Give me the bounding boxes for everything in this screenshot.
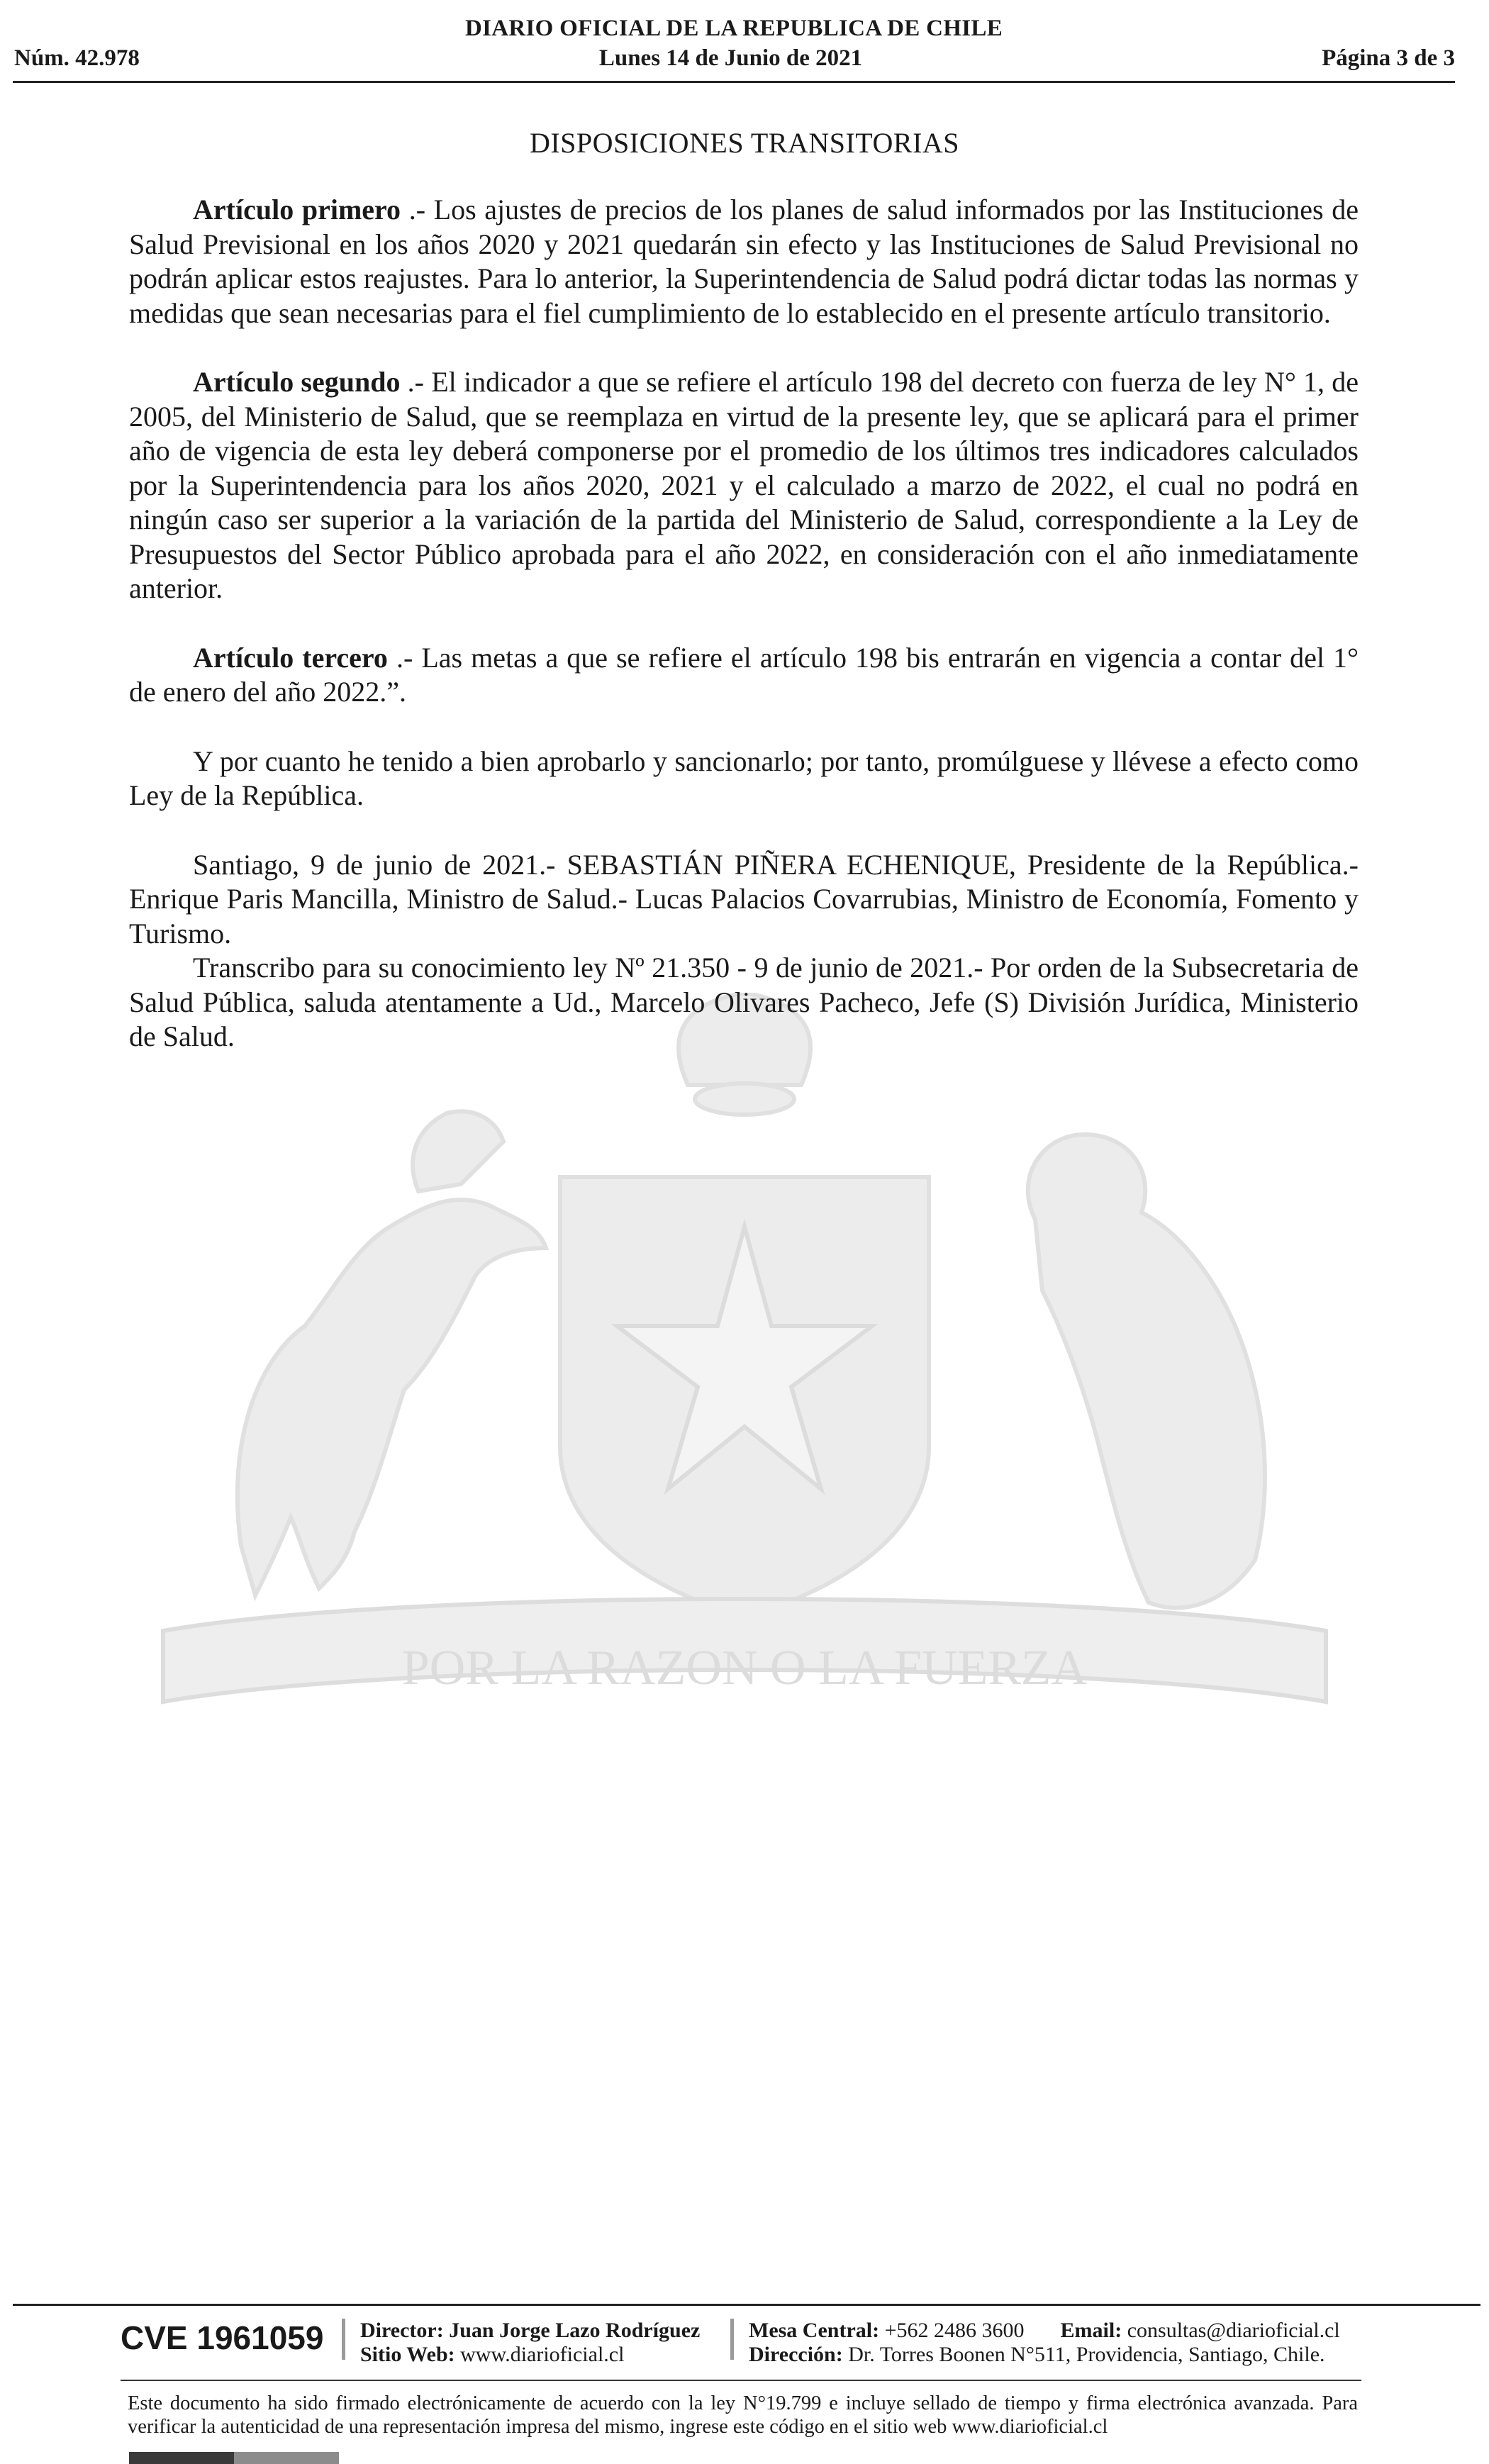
coat-of-arms-watermark [121, 993, 1368, 1730]
director-name: Juan Jorge Lazo Rodríguez [449, 2319, 701, 2342]
signatures-paragraph: Santiago, 9 de junio de 2021.- SEBASTIÁN PIÑERA ECHENIQUE, Presidente de la República.- Enrique Paris Mancilla, Ministro de Salud.- Lucas Palacios Covarrubias, Ministro de Economía, Fomento y Turismo. [129, 848, 1359, 949]
page-number: Página 3 de 3 [1322, 45, 1455, 71]
email-link[interactable]: consultas@diarioficial.cl [1127, 2319, 1340, 2342]
email-label: Email: [1060, 2319, 1122, 2342]
cve-code: CVE 1961059 [121, 2319, 324, 2356]
footer-bar-light [234, 2452, 339, 2464]
phone-label: Mesa Central: [749, 2319, 880, 2342]
header-row [14, 45, 1455, 72]
article-paragraph [129, 641, 1359, 710]
issue-date: Lunes 14 de Junio de 2021 [598, 45, 863, 71]
section-title: DISPOSICIONES TRANSITORIAS [529, 127, 960, 159]
phone-number: +562 2486 3600 [884, 2319, 1025, 2342]
footer-divider [13, 2304, 1480, 2306]
website-label: Sitio Web: [360, 2343, 455, 2366]
footer-bar-dark [129, 2452, 234, 2464]
article-text: .- Las metas a que se refiere el artículo 198 bis entrarán en vigencia a contar del 1° de enero del año 2022.”. [129, 641, 1359, 708]
footer-director-block [360, 2319, 700, 2367]
article-heading: Artículo primero [193, 194, 401, 225]
article-paragraph [129, 365, 1359, 606]
transcription-paragraph: Transcribo para su conocimiento ley Nº 21.350 - 9 de junio de 2021.- Por orden de la Subsecretaria de Salud Pública, saluda atentamente a Ud., Marcelo Olivares Pacheco, Jefe (S) División Jurídica, Ministerio de Salud. [129, 952, 1359, 1052]
director-label: Director: [360, 2319, 444, 2342]
footer-contact-block [749, 2319, 1340, 2367]
footer-separator [342, 2319, 345, 2360]
article-heading: Artículo segundo [193, 366, 401, 398]
address-label: Dirección: [749, 2343, 843, 2366]
address-value: Dr. Torres Boonen N°511, Providencia, Santiago, Chile. [848, 2343, 1325, 2366]
promulgation-paragraph: Y por cuanto he tenido a bien aprobarlo y sancionarlo; por tanto, promúlguese y llévese a efecto como Ley de la República. [129, 745, 1359, 811]
article-paragraph [129, 193, 1359, 330]
article-text: .- El indicador a que se refiere el artículo 198 del decreto con fuerza de ley N° 1, de 2005, del Ministerio de Salud, que se reemplaza en virtud de la presente ley, que se aplicará para el primer año de vigencia de esta ley deberá componerse por el promedio de los últimos tres indicadores calculados por la Superintendencia para los años 2020, 2021 y el calculado a marzo de 2022, el cual no podrá en ningún caso ser superior a la variación de la partida del Ministerio de Salud, correspondiente a la Ley de Presupuestos del Sector Público aprobada para el año 2022, en consideración con el año inmediatamente anterior. [129, 366, 1359, 604]
footer-divider-secondary [121, 2380, 1361, 2381]
article-heading: Artículo tercero [193, 641, 388, 674]
signature-notice: Este documento ha sido firmado electrónicamente de acuerdo con la ley N°19.799 e incluye sellado de tiempo y firma electrónica avanzada. Para verificar la autenticidad de una representación impresa del mismo, ingrese este código en el sitio web www.diarioficial.cl [128, 2392, 1358, 2438]
footer-separator [730, 2319, 734, 2360]
watermark-motto: POR LA RAZON O LA FUERZA [401, 1641, 1088, 1695]
header-divider [13, 81, 1455, 83]
issue-number: Núm. 42.978 [14, 45, 140, 71]
article-text: .- Los ajustes de precios de los planes de salud informados por las Instituciones de Salud Previsional en los años 2020 y 2021 quedarán sin efecto y las Instituciones de Salud Previsional no podrán aplicar estos reajustes. Para lo anterior, la Superintendencia de Salud podrá dictar todas las normas y medidas que sean necesarias para el fiel cumplimiento de lo establecido en el presente artículo transitorio. [129, 194, 1359, 329]
website-link[interactable]: www.diarioficial.cl [460, 2343, 625, 2366]
newspaper-title: DIARIO OFICIAL DE LA REPUBLICA DE CHILE [464, 16, 1003, 41]
document-body [129, 193, 1359, 1054]
